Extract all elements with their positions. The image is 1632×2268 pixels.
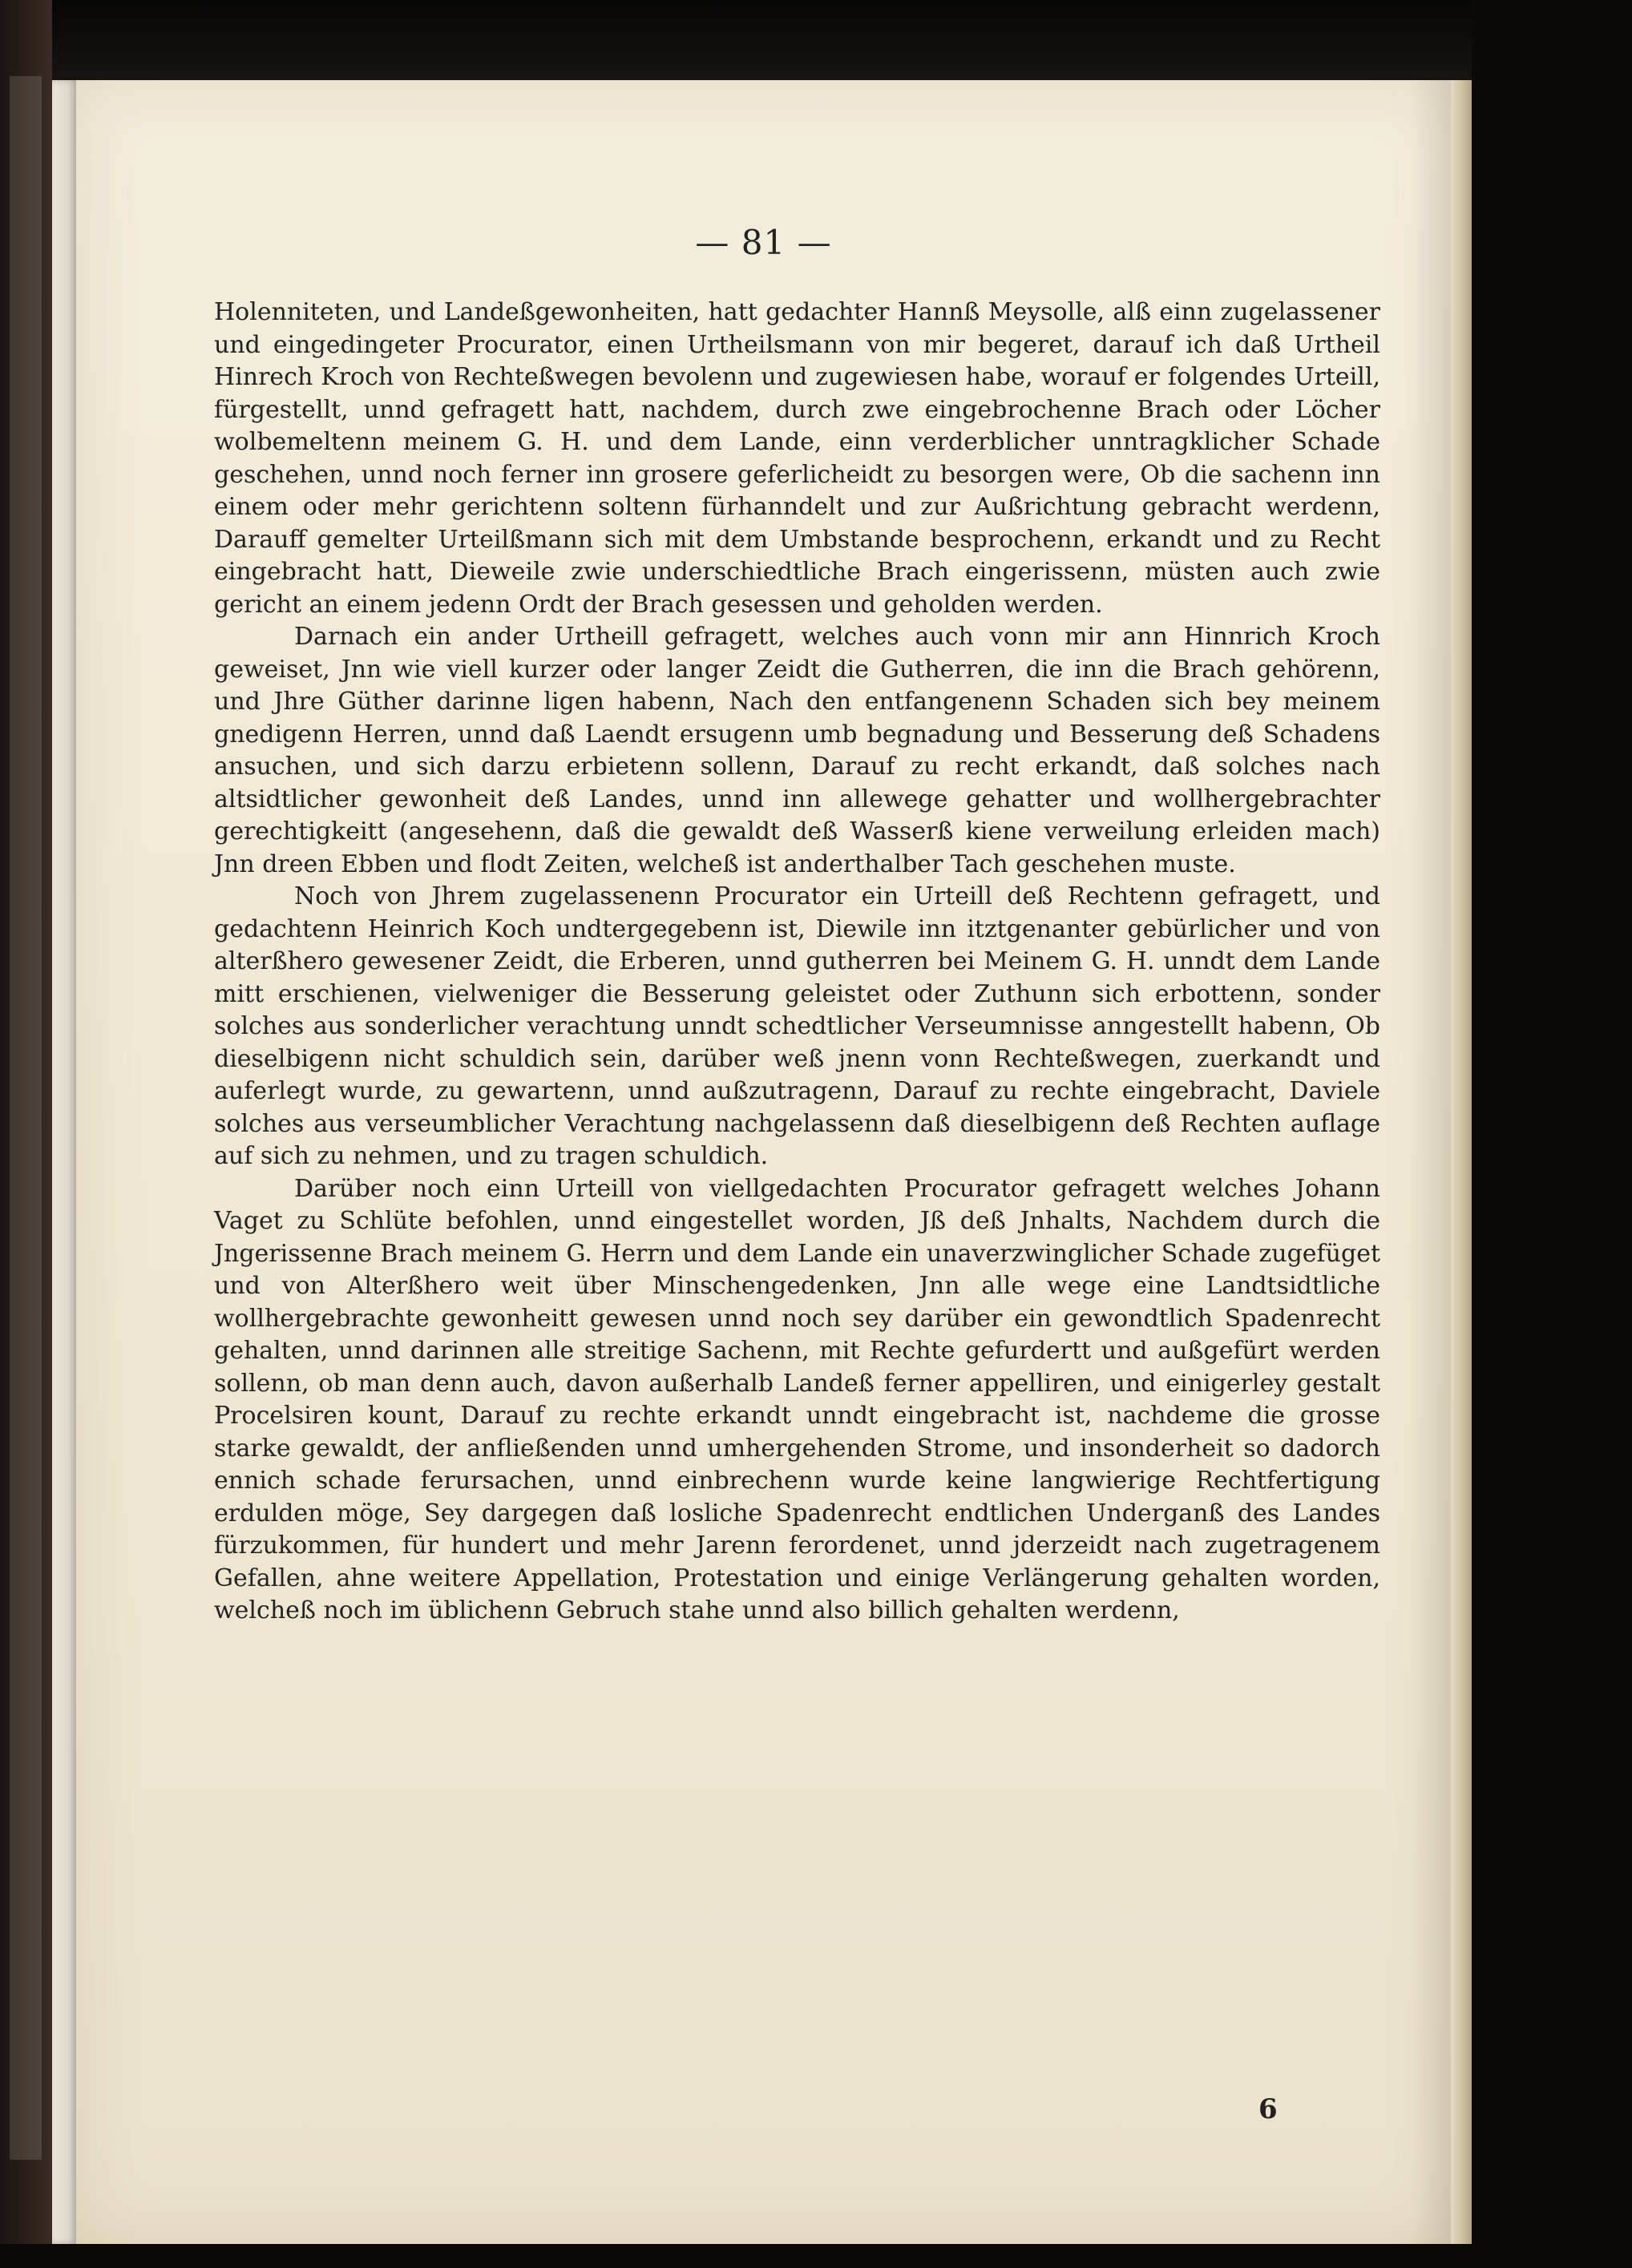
scan-top-background: [0, 0, 1632, 80]
book-cover-left: [0, 0, 52, 2268]
book-gutter: [52, 80, 76, 2244]
page-right-edge: [1451, 80, 1472, 2244]
book-page: [76, 80, 1451, 2244]
signature-mark: 6: [1258, 2093, 1278, 2125]
scan-bottom-background: [0, 2244, 1632, 2268]
paragraph-4: Darüber noch einn Urteill von viellgedachten Procurator gefragett welches Johann Vaget zu Schlüte befohlen, unnd eingestellet worden, Jß deß Jnhalts, Nachdem durch die Jngerissenne Brach meinem G. Herrn und dem Lande ein unaverzwinglicher Schade zugefüget und von Alterßhero weit über Minschengedenken, Jnn alle wege eine Landtsidtliche wollhergebrachte gewonheitt gewesen unnd noch sey darüber ein gewondtlich Spadenrecht gehalten, unnd darinnen alle streitige Sachenn, mit Rechte gefurdertt und außgefürt werden sollenn, ob man denn auch, davon außerhalb Landeß ferner appelliren, und einigerley gestalt Procelsiren kount, Darauf zu rechte erkandt unndt eingebracht ist, nachdeme die grosse starke gewaldt, der anfließenden unnd umhergehenden Strome, und insonderheit so dadorch ennich schade ferursachen, unnd einbrechenn wurde keine langwierige Rechtfertigung erdulden möge, Sey dargegen daß losliche Spadenrecht endtlichen Underganß des Landes fürzukommen, für hundert und mehr Jarenn ferordenet, unnd jderzeidt nach zugetragenem Gefallen, ahne weitere Appellation, Protestation und einige Verlängerung gehalten worden, welcheß noch im üblichenn Gebruch stahe unnd also billich gehalten werdenn,: [214, 1174, 1380, 1624]
page-body-text: [214, 297, 1380, 1628]
paragraph-3: Noch von Jhrem zugelassenenn Procurator ein Urteill deß Rechtenn gefragett, und gedachtenn Heinrich Koch undtergegebenn ist, Diewile inn itztgenanter gebürlicher und von alterßhero gewesener Zeidt, die Erberen, unnd gutherren bei Meinem G. H. unndt dem Lande mitt erschienen, vielweniger die Besserung geleistet oder Zuthunn sich erbottenn, sonder solches aus sonderlicher verachtung unndt schedtlicher Verseumnisse anngestellt habenn, Ob dieselbigenn nicht schuldich sein, darüber weß jnenn vonn Rechteßwegen, zuerkandt und auferlegt wurde, zu gewartenn, unnd außzutragenn, Darauf zu rechte eingebracht, Daviele solches aus verseumblicher Verachtung nachgelassenn daß dieselbigenn deß Rechten auflage auf sich zu nehmen, und zu tragen schuldich.: [214, 882, 1380, 1170]
page-number: — 81 —: [695, 223, 832, 262]
paragraph-2: Darnach ein ander Urtheill gefragett, welches auch vonn mir ann Hinnrich Kroch geweiset, Jnn wie viell kurzer oder langer Zeidt die Gutherren, die inn die Brach gehörenn, und Jhre Güther darinne ligen habenn, Nach den entfangenenn Schaden sich bey meinem gnedigenn Herren, unnd daß Laendt ersugenn umb begnadung und Besserung deß Schadens ansuchen, und sich darzu erbietenn sollenn, Darauf zu recht erkandt, daß solches nach altsidtlicher gewonheit deß Landes, unnd inn allewege gehatter und wollhergebrachter gerechtigkeitt (angesehenn, daß die gewaldt deß Wasserß kiene verweilung erleiden mach) Jnn dreen Ebben und flodt Zeiten, welcheß ist anderthalber Tach geschehen muste.: [214, 623, 1380, 878]
scan-right-background: [1472, 0, 1632, 2268]
paragraph-1: Holenniteten, und Landeßgewonheiten, hatt gedachter Hannß Meysolle, alß einn zugelassener und eingedingeter Procurator, einen Urtheilsmann von mir begeret, darauf ich daß Urtheil Hinrech Kroch von Rechteßwegen bevolenn und zugewiesen habe, worauf er folgendes Urteill, fürgestellt, unnd gefragett hatt, nachdem, durch zwe eingebrochenne Brach oder Löcher wolbemeltenn meinem G. H. und dem Lande, einn verderblicher unntragklicher Schade geschehen, unnd noch ferner inn grosere geferlicheidt zu besorgen were, Ob die sachenn inn einem oder mehr gerichtenn soltenn fürhanndelt und zur Außrichtung gebracht werdenn, Darauff gemelter Urteilßmann sich mit dem Umbstande besprochenn, erkandt und zu Recht eingebracht hatt, Dieweile zwie underschiedtliche Brach eingerissenn, müsten auch zwie gericht an einem jedenn Ordt der Brach gesessen und geholden werden.: [214, 298, 1380, 619]
